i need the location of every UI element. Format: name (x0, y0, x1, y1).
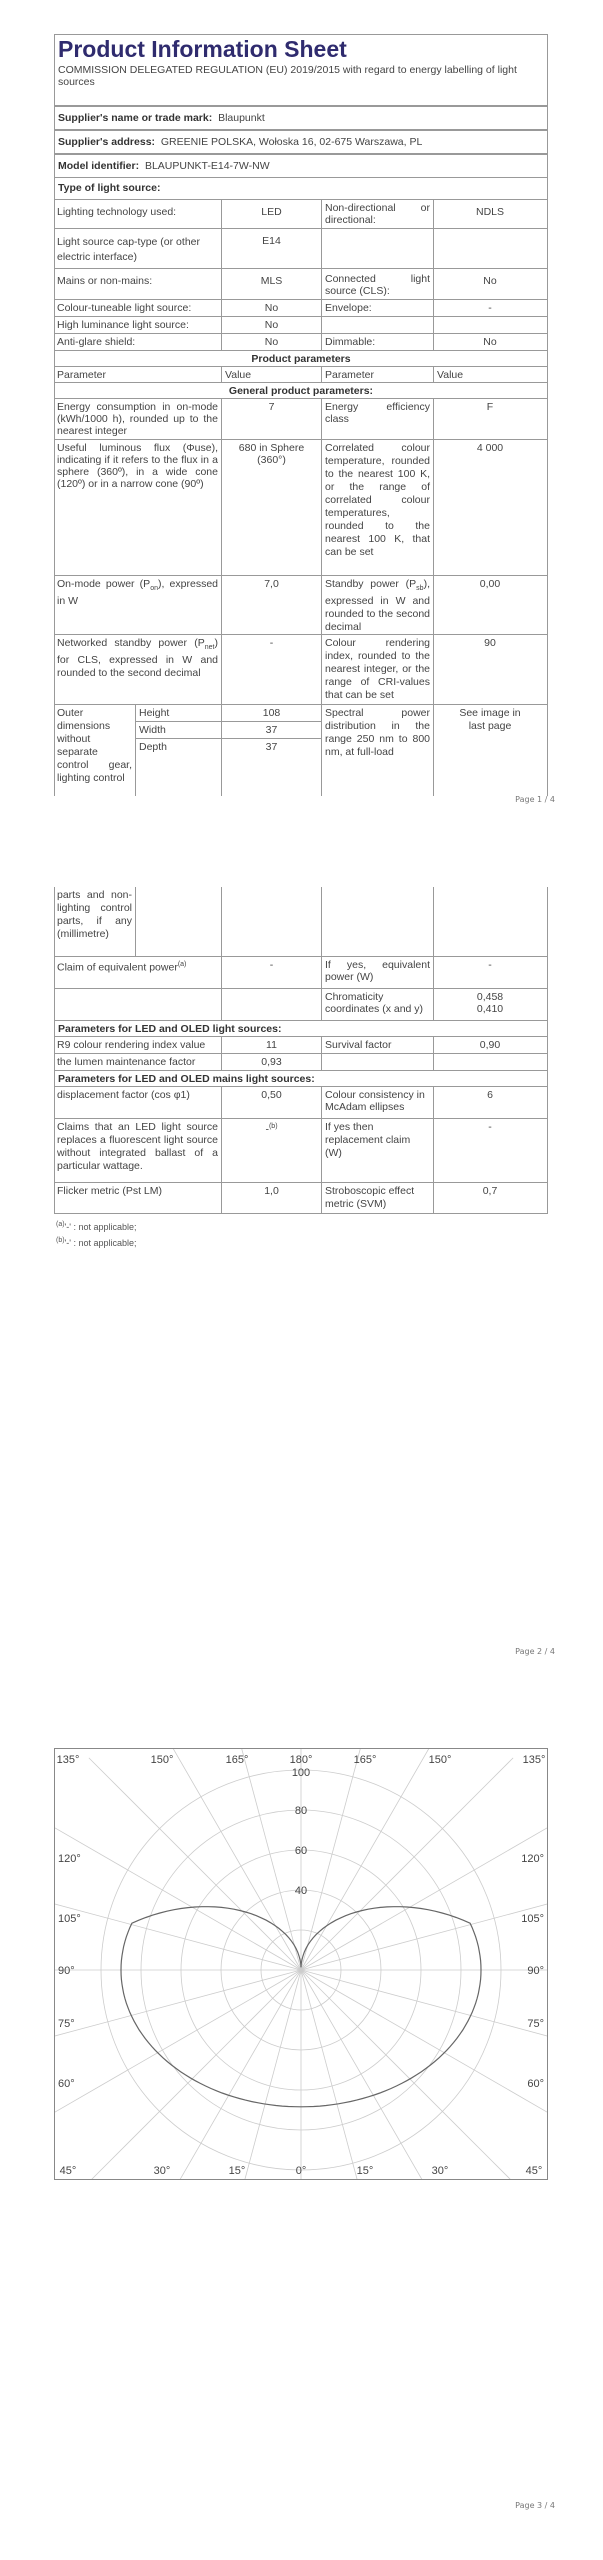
luminous-flux-label: Useful luminous flux (Φuse), indicating if it refers to the flux in a sphere (360º), in a wide cone (120º) or in a narrow cone (90º) (54, 440, 222, 575)
value-cell (434, 229, 546, 268)
spectral-label: Spectral power distribution in the range 250 nm to 800 nm, at full-load (322, 705, 434, 796)
chromaticity-label: Chromaticity coordinates (x and y) (322, 989, 434, 1020)
angle-label: 30° (431, 2165, 449, 2177)
chromaticity-value: 0,458 0,410 (476, 991, 504, 1015)
param-cell: Colour-tuneable light source: (54, 300, 222, 316)
value-cell: E14 (222, 229, 322, 268)
table-row (54, 440, 548, 576)
table-row (54, 957, 548, 989)
value-cell: NDLS (475, 206, 504, 218)
height-label: Height (136, 705, 221, 722)
networked-standby-value: - (222, 635, 322, 704)
displacement-value: 0,50 (222, 1087, 322, 1118)
value-cell: LED (222, 200, 322, 228)
on-mode-power-label: On-mode power $(P_{on})$, expressed in W (54, 576, 222, 634)
model-value: BLAUPUNKT-E14-7W-NW (144, 160, 270, 172)
luminous-flux-value: 680 in Sphere (360°) (222, 440, 322, 575)
cct-label: Correlated colour temperature, rounded to the nearest 100 K, or the range of correlated colour temperatures, rounded to the nearest 100 K, that can be set (322, 440, 434, 575)
table-row (54, 269, 548, 300)
product-parameters-heading: Product parameters (54, 351, 548, 367)
stroboscopic-value: 0,7 (482, 1185, 498, 1197)
value-cell: MLS (222, 269, 322, 299)
spectral-value: See image in last page (459, 707, 521, 732)
footnote-b: $^{(b)}$'-' : not applicable; (56, 1237, 137, 1248)
table-row (54, 334, 548, 351)
param-cell: Mains or non-mains: (54, 269, 222, 299)
param-cell (322, 317, 434, 333)
type-row (54, 178, 548, 200)
polar-light-distribution-diagram (54, 1748, 548, 2180)
networked-standby-label: Networked standby power $(P_{net})$ for CLS, expressed in W and rounded to the second decimal (54, 635, 222, 704)
footnote-a: $^{(a)}$'-' : not applicable; (56, 1221, 137, 1232)
table-row (54, 300, 548, 317)
stroboscopic-label: Stroboscopic effect metric (SVM) (322, 1183, 434, 1214)
col-parameter-2: Parameter (322, 367, 434, 382)
depth-label: Depth (139, 741, 168, 753)
param-cell (322, 229, 434, 268)
param-cell: High luminance light source: (54, 317, 222, 333)
general-parameters-heading: General product parameters: (54, 383, 548, 399)
angle-label: 105° (58, 1913, 81, 1925)
page-number: Page 3 / 4 (515, 2501, 555, 2510)
angle-label: 75° (58, 2018, 75, 2030)
angle-label: 150° (428, 1754, 452, 1766)
cri-label: Colour rendering index, rounded to the nearest integer, or the range of CRI-values that can be set (322, 635, 434, 704)
flicker-value: 1,0 (222, 1183, 322, 1214)
col-value-2: Value (437, 369, 464, 381)
dimensions-row-cont (54, 887, 548, 957)
angle-label: 135° (522, 1754, 546, 1766)
led-params-heading: Parameters for LED and OLED light sources: (54, 1021, 548, 1037)
energy-class-value: F (486, 401, 494, 413)
table-row (54, 576, 548, 635)
outer-dimensions-label: Outer dimensions without separate control gear, lighting control (54, 705, 136, 796)
param-cell: Non-directional or directional: (322, 200, 434, 228)
page-number: Page 1 / 4 (515, 795, 555, 804)
radial-label: 80 (294, 1805, 308, 1817)
param-cell: Light source cap-type (or other electric interface) (54, 229, 222, 268)
energy-consumption-label: Energy consumption in on-mode (kWh/1000 h), rounded up to the nearest integer (54, 399, 222, 439)
table-row (54, 1037, 548, 1054)
angle-label: 90° (58, 1965, 75, 1977)
address-label: Supplier's address: (58, 136, 156, 148)
table-row (54, 1183, 548, 1214)
page-2 (0, 853, 603, 1706)
value-cell: - (488, 302, 492, 314)
colour-consistency-value: 6 (487, 1089, 493, 1101)
table-row (54, 317, 548, 334)
param-cell: Dimmable: (322, 334, 434, 350)
flicker-label: Flicker metric (Pst LM) (54, 1183, 222, 1214)
angle-label: 30° (153, 2165, 171, 2177)
r9-value: 11 (222, 1037, 322, 1053)
cri-value: 90 (484, 637, 496, 649)
table-row (54, 1054, 548, 1071)
on-mode-power-value: 7,0 (222, 576, 322, 634)
value-cell: No (222, 300, 322, 316)
table-row (54, 229, 548, 269)
table-row (54, 1119, 548, 1183)
radial-label: 100 (291, 1767, 311, 1779)
address-row (54, 130, 548, 154)
lumen-maintenance-value: 0,93 (222, 1054, 322, 1070)
page-title: Product Information Sheet (58, 36, 347, 62)
radial-label: 60 (294, 1845, 308, 1857)
angle-label: 180° (289, 1754, 313, 1766)
cct-value: 4 000 (476, 442, 504, 454)
table-row (54, 989, 548, 1021)
col-value: Value (222, 367, 322, 382)
header-block (54, 34, 548, 106)
angle-label: 120° (521, 1853, 544, 1865)
dimensions-row (54, 705, 548, 796)
model-label: Model identifier: (58, 160, 140, 172)
value-cell: No (222, 334, 322, 350)
angle-label: 120° (58, 1853, 81, 1865)
value-cell: No (222, 317, 322, 333)
equivalent-yes-label: If yes, equivalent power (W) (322, 957, 434, 988)
mains-params-heading: Parameters for LED and OLED mains light sources: (54, 1071, 548, 1087)
param-cell: Connected light source (CLS): (322, 269, 434, 299)
value-cell: No (483, 336, 497, 348)
equivalent-power-label: Claim of equivalent power$^{(a)}$ (54, 957, 222, 988)
type-label: Type of light source: (58, 182, 161, 194)
address-value: GREENIE POLSKA, Wołoska 16, 02-675 Warszawa, PL (160, 136, 423, 148)
depth-value: 37 (265, 741, 278, 753)
r9-label: R9 colour rendering index value (54, 1037, 222, 1053)
outer-dimensions-cont: parts and non-lighting control parts, if any (millimetre) (54, 887, 136, 956)
info-table-cont (54, 887, 548, 1214)
page-3 (0, 1706, 603, 2559)
angle-label: 135° (56, 1754, 80, 1766)
supplier-value: Blaupunkt (218, 112, 265, 124)
table-row (54, 1087, 548, 1119)
equivalent-power-value: - (222, 957, 322, 988)
displacement-label: displacement factor (cos φ1) (54, 1087, 222, 1118)
width-label: Width (136, 722, 221, 739)
angle-label: 150° (150, 1754, 174, 1766)
replacement-claim-label: If yes then replacement claim (W) (322, 1119, 434, 1182)
fluorescent-claim-value: -$^{(b)}$ (222, 1119, 322, 1182)
page-1 (0, 0, 603, 853)
angle-label: 60° (527, 2078, 544, 2090)
model-row (54, 154, 548, 178)
angle-label: 60° (58, 2078, 75, 2090)
radial-label: 40 (294, 1885, 308, 1897)
angle-label: 90° (527, 1965, 544, 1977)
angle-label: 15° (228, 2165, 246, 2177)
regulation-subtitle: COMMISSION DELEGATED REGULATION (EU) 2019/2015 with regard to energy labelling of light sources (58, 64, 517, 88)
value-cell (434, 317, 546, 333)
angle-label: 105° (521, 1913, 544, 1925)
page-number: Page 2 / 4 (515, 1647, 555, 1656)
angle-label: 165° (225, 1754, 249, 1766)
table-row (54, 635, 548, 705)
angle-label: 75° (527, 2018, 544, 2030)
standby-power-label: Standby power $(P_{sb})$, expressed in W and rounded to the second decimal (322, 576, 434, 634)
table-row (54, 200, 548, 229)
column-header-row (54, 367, 548, 383)
angle-label: 0° (295, 2165, 307, 2177)
angle-label: 45° (525, 2165, 543, 2177)
col-parameter: Parameter (54, 367, 222, 382)
height-value: 108 (222, 705, 321, 722)
angle-label: 165° (353, 1754, 377, 1766)
energy-class-label: Energy efficiency class (322, 399, 434, 439)
table-row (54, 399, 548, 440)
lumen-maintenance-label: the lumen maintenance factor (54, 1054, 222, 1070)
param-cell: Envelope: (322, 300, 434, 316)
param-cell: Lighting technology used: (54, 200, 222, 228)
equivalent-yes-value: - (488, 959, 492, 971)
info-table (54, 34, 548, 796)
value-cell: No (483, 275, 497, 287)
survival-label: Survival factor (322, 1037, 434, 1053)
replacement-claim-value: - (488, 1121, 492, 1133)
angle-label: 15° (356, 2165, 374, 2177)
fluorescent-claim-label: Claims that an LED light source replaces a fluorescent light source without integrated ballast of a particular wattage. (54, 1119, 222, 1182)
colour-consistency-label: Colour consistency in McAdam ellipses (322, 1087, 434, 1118)
angle-label: 45° (59, 2165, 77, 2177)
param-cell: Anti-glare shield: (54, 334, 222, 350)
survival-value: 0,90 (479, 1039, 501, 1051)
standby-power-value: 0,00 (479, 578, 501, 590)
supplier-label: Supplier's name or trade mark: (58, 112, 213, 124)
energy-consumption-value: 7 (222, 399, 322, 439)
width-value: 37 (222, 722, 321, 739)
supplier-row (54, 106, 548, 130)
